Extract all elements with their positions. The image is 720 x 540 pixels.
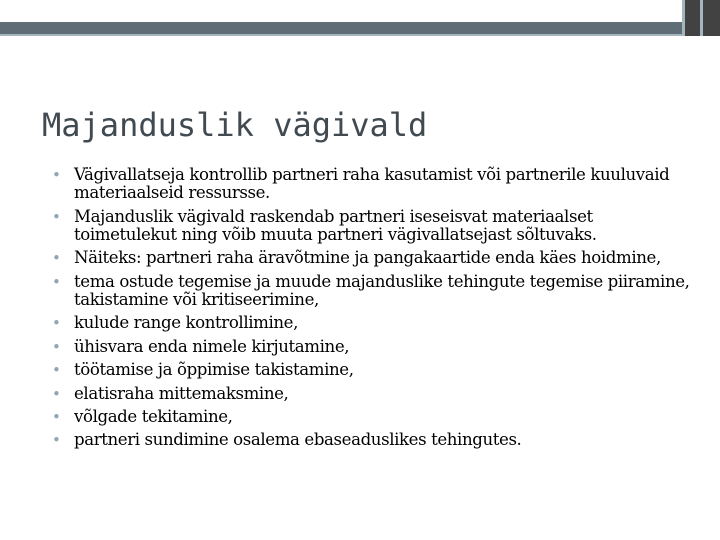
bullet-text: kulude range kontrollimine, <box>74 313 298 333</box>
bullet-item <box>52 385 692 403</box>
bullet-text: tema ostude tegemise ja muude majanduslike tehingute tegemise piiramine, takistamine või kritiseerimine, <box>74 271 690 310</box>
bullet-icon: • <box>52 272 61 291</box>
bullet-icon: • <box>52 431 61 450</box>
header-bar <box>0 0 720 38</box>
bullet-icon: • <box>52 337 61 356</box>
bullet-item <box>52 249 692 267</box>
bullet-text: Vägivallatseja kontrollib partneri raha kasutamist või partnerile kuuluvaid materiaalseid ressursse. <box>74 165 670 203</box>
bullet-icon: • <box>52 166 61 184</box>
bullet-text: partneri sundimine osalema ebaseaduslikes tehingutes. <box>74 430 522 450</box>
bullet-text: võlgade tekitamine, <box>74 407 233 427</box>
bullet-item <box>52 166 692 203</box>
bullet-list <box>52 166 692 455</box>
bullet-item <box>52 208 692 245</box>
bullet-icon: • <box>52 384 61 403</box>
bullet-item <box>52 361 692 379</box>
bullet-icon: • <box>52 361 61 380</box>
bullet-text: Näiteks: partneri raha äravõtmine ja pangakaartide enda käes hoidmine, <box>74 248 661 268</box>
bullet-text: töötamise ja õppimise takistamine, <box>74 360 354 380</box>
header-bar-stripe <box>0 34 682 36</box>
bullet-text: elatisraha mittemaksmine, <box>74 383 289 403</box>
header-corner-divider <box>682 0 685 36</box>
bullet-icon: • <box>52 207 61 226</box>
bullet-item <box>52 338 692 356</box>
bullet-item <box>52 408 692 426</box>
bullet-item <box>52 273 692 310</box>
bullet-item <box>52 314 692 332</box>
header-corner-divider <box>700 0 703 36</box>
bullet-icon: • <box>52 314 61 333</box>
bullet-item <box>52 431 692 449</box>
slide-title: Majanduslik vägivald <box>42 106 428 144</box>
bullet-text: Majanduslik vägivald raskendab partneri iseseisvat materiaalset toimetulekut ning võib muuta partneri vägivallatsejast sõltuvaks. <box>74 206 597 244</box>
bullet-text: ühisvara enda nimele kirjutamine, <box>74 336 350 356</box>
bullet-icon: • <box>52 249 61 268</box>
bullet-icon: • <box>52 408 61 427</box>
header-bar-main <box>0 22 682 34</box>
